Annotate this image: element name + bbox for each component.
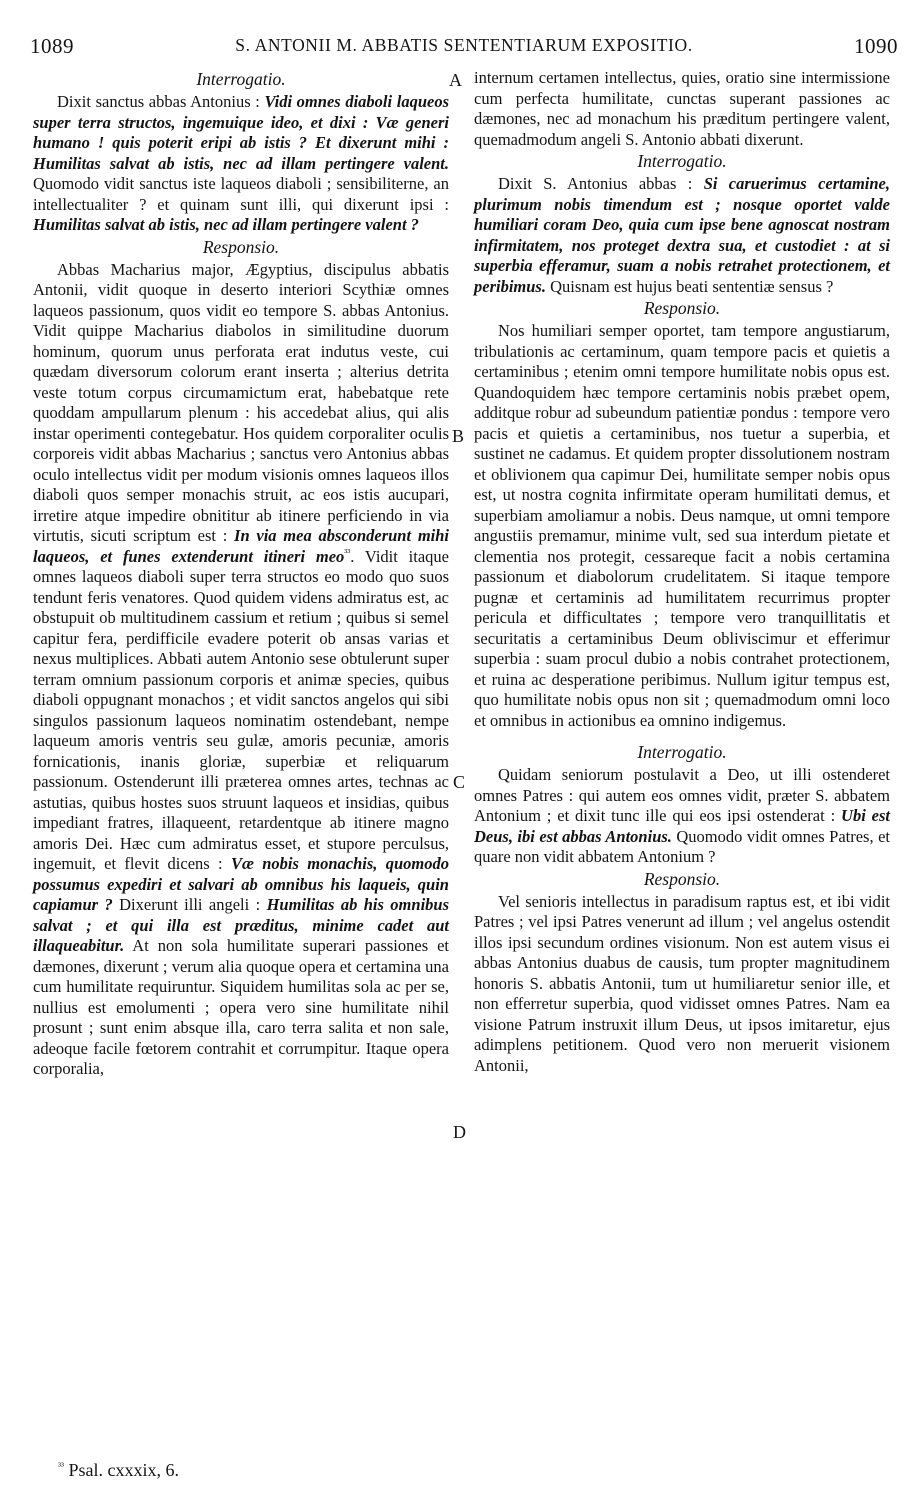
paragraph [474, 68, 890, 150]
paragraph [33, 92, 449, 236]
quotation: Ubi est Deus, ibi est abbas Antonius. [474, 806, 890, 846]
page-number-right: 1090 [854, 34, 898, 58]
text-run: Quomodo vidit omnes Patres, et quare non vidit abbatem Antonium ? [474, 826, 890, 866]
footnote-number: ³³ [58, 1461, 64, 1472]
paragraph [474, 892, 890, 1077]
text-run: Quidam seniorum postulavit a Deo, ut illi ostenderet omnes Patres : qui autem eos omnes vidit, præter S. abbatem Antonium ; et dixit tunc ille qui eos ipsi ostenderat : [474, 765, 890, 825]
text-run: Vel senioris intellectus in paradisum raptus est, et ibi vidit Patres ; vel ipsi Patres venerunt ad illum ; vel angelus ostendit illos ipsi secundum ordines visionum. Non est autem visus ei abbas Antonius duabus de causis, tum propter magnitudinem honoris S. abbatis Antonii, tum ut humiliaretur senior ille, et non efferretur superbia, quod vidisset omnes Patres. Nam ea visione Patrum instruxit illum Deus, ut ipsos imitaretur, ejus adimplens petitionem. Quod vero non meruerit visionem Antonii, [474, 891, 890, 1075]
footnote-text: Psal. cxxxix, 6. [64, 1460, 179, 1480]
quotation: Vidi omnes diaboli laqueos super terra structos, ingemuique ideo, et dixi : Væ generi humano ! quis poterit eripi ab istis ? Et dixerunt mihi : Humilitas salvat ab istis, nec ad illam pertingere valent. [33, 92, 449, 173]
quotation: Humilitas salvat ab istis, nec ad illam pertingere valent ? [33, 215, 419, 234]
quotation: Humilitas ab his omnibus salvat ; et qui illa est præditus, minime cadet aut illaqueabitur. [33, 895, 449, 955]
heading-responsio: Responsio. [643, 868, 721, 889]
footnote [58, 1460, 179, 1481]
text-run: Quomodo vidit sanctus iste laqueos diaboli ; sensibiliterne, an intellectualiter ? et quinam sunt illi, qui dixerunt ipsi : [33, 174, 449, 214]
paragraph [33, 260, 449, 1080]
text-run: internum certamen intellectus, quies, oratio sine intermissione cum perfecta humilitate, cunctas superant passiones ac dæmones, nec ad monachum his præditum pertingere valent, quemadmodum angeli S. Antonio abbati dixerunt. [474, 68, 890, 149]
quotation: Si caruerimus certamine, plurimum nobis timendum est ; nosque oportet valde humiliari coram Deo, quia cum ipse bene agnoscat nostram infirmitatem, nos proteget dextra sua, et custodiet : at si superbia efferamur, suam a nobis retrahet protectionem, et peribimus. [474, 174, 891, 296]
right-column [474, 68, 890, 1076]
page-number-left: 1089 [30, 34, 74, 58]
heading-responsio: Responsio. [202, 236, 280, 257]
heading-interrogatio: Interrogatio. [637, 151, 727, 171]
paragraph [474, 765, 890, 868]
heading-interrogatio: Interrogatio. [196, 69, 286, 89]
text-run: At non sola humilitate superari passiones et dæmones, dixerunt ; verum alia quoque opera et certamina una cum humilitate requiruntur. Siquidem humilitas sola ac per se, nullius est emolumenti ; opera vero sine humilitate nihil prosunt ; sunt enim absque illa, caro terra salita et non sale, adeoque facile fœtorem contrahit et corrumpitur. Itaque opera corporalia, [33, 936, 449, 1078]
text-run: Dixit sanctus abbas Antonius : [57, 92, 265, 111]
margin-marker-a: A [449, 70, 462, 90]
running-title: S. ANTONII M. ABBATIS SENTENTIARUM EXPOSITIO. [235, 35, 693, 55]
text-run: Nos humiliari semper oportet, tam tempore angustiarum, tribulationis ac certaminum, quam tempore pacis et quietis a certaminibus ; etenim omni tempore humilitate nobis opus est. Quandoquidem hæc tempore certaminis nobis præbet opem, additque robur ad subeundum patientiæ pondus : tempore vero pacis et quietis a certaminibus, nos tuetur a superbia, et sustinet ne cadamus. Et quidem propter dissolutionem nostram et oblivionem qua capimur Dei, humilitate semper nobis opus est, ut nostra cognita infirmitate operam humilitati demus, et superbiam amoliamur a nobis. Deus namque, ut omni tempore angustiis premamur, minime vult, sed sua interdum pietate et clementia nos protegit, cessareque facit a nobis certamina passionum et diabolorum crudelitatem. Si itaque tempore pugnæ et certaminis ad humilitatem recurrimus propter pericula et difficultates ; tempore vero tranquillitatis et securitatis a certaminibus Deum obliviscimur et efferimur superbia : suam procul dubio a nobis contrahet protectionem, et ruina ac desperatione peribimus. Nullum igitur tempus est, quo humilitate nobis opus non sit ; quemadmodum omni loco et omnibus in actionibus ea omnino indigemus. [474, 321, 890, 730]
paragraph [474, 321, 890, 731]
page-header [30, 34, 898, 60]
left-column [33, 68, 449, 1080]
heading-interrogatio: Interrogatio. [637, 742, 727, 762]
paragraph [474, 174, 890, 297]
heading-responsio: Responsio. [643, 298, 721, 318]
margin-marker-d: D [453, 1122, 466, 1142]
footnote-ref: ³³ [344, 547, 351, 558]
text-run: . Vidit itaque omnes laqueos diaboli super terra structos eo modo quo suos tendunt feris venatores. Quod quidem videns admiratus est, ac obstupuit ob multitudinem cassium et retium ; quibus si semel capitur fera, perdifficile evadere poterit ob ansas varias et nexus multiplices. Abbati autem Antonio sese obtulerunt super terram omnium passionum corporis et animæ species, quibus diaboli oppugnant monachos ; et vidit sanctos angelos qui sibi singulos passionum laqueos nominatim ostendebant, nempe laqueum amoris ventris seu gulæ, amoris pecuniæ, amoris fornicationis, inanis gloriæ, superbiæ et reliquarum passionum. Ostenderunt illi præterea omnes artes, technas ac astutias, quibus hostes suos struunt laqueos et insidias, quibus impediant fratres, illaqueent, retardentque ab itinere magno amoris Dei. Hæc cum admiratus esset, et stupore perculsus, ingemuit, et flevit dicens : [33, 546, 449, 873]
margin-marker-c: C [453, 772, 466, 792]
text-run: Abbas Macharius major, Ægyptius, discipulus abbatis Antonii, vidit quoque in deserto interiori Scythiæ omnes laqueos passionum, quos vidit eo tempore S. abbas Antonius. Vidit quippe Macharius diabolos in similitudine duorum hominum, quorum unus perforata erat indutus veste, cui quædam diversorum colorum erant inserta ; alterius detrita veste totum corpus circumamictum erat, habebatque rete quoddam ampullarum plenum : his accedebat alius, qui alis instar operimenti contegebatur. Hos quidem corporaliter oculis corporeis vidit abbas Macharius ; sanctus vero Antonius abbas oculo intellectus vidit per modum visionis omnes laqueos illos diaboli quos semper monachis struit, ac eos istis aucupari, irretire atque impedire obnititur ab itinere perficiendo in via virtutis, sicuti scriptum est : [33, 259, 449, 545]
text-run: Quisnam est hujus beati sententiæ sensus ? [545, 276, 834, 296]
text-run: Dixit S. Antonius abbas : [498, 174, 704, 193]
text-run: Dixerunt illi angeli : [112, 895, 267, 914]
quotation: In via mea absconderunt mihi laqueos, et funes extenderunt itineri meo [33, 526, 449, 566]
margin-marker-b: B [452, 426, 465, 446]
quotation: Væ nobis monachis, quomodo possumus expediri et salvari ab omnibus his laqueis, quin capiamur ? [33, 854, 449, 914]
